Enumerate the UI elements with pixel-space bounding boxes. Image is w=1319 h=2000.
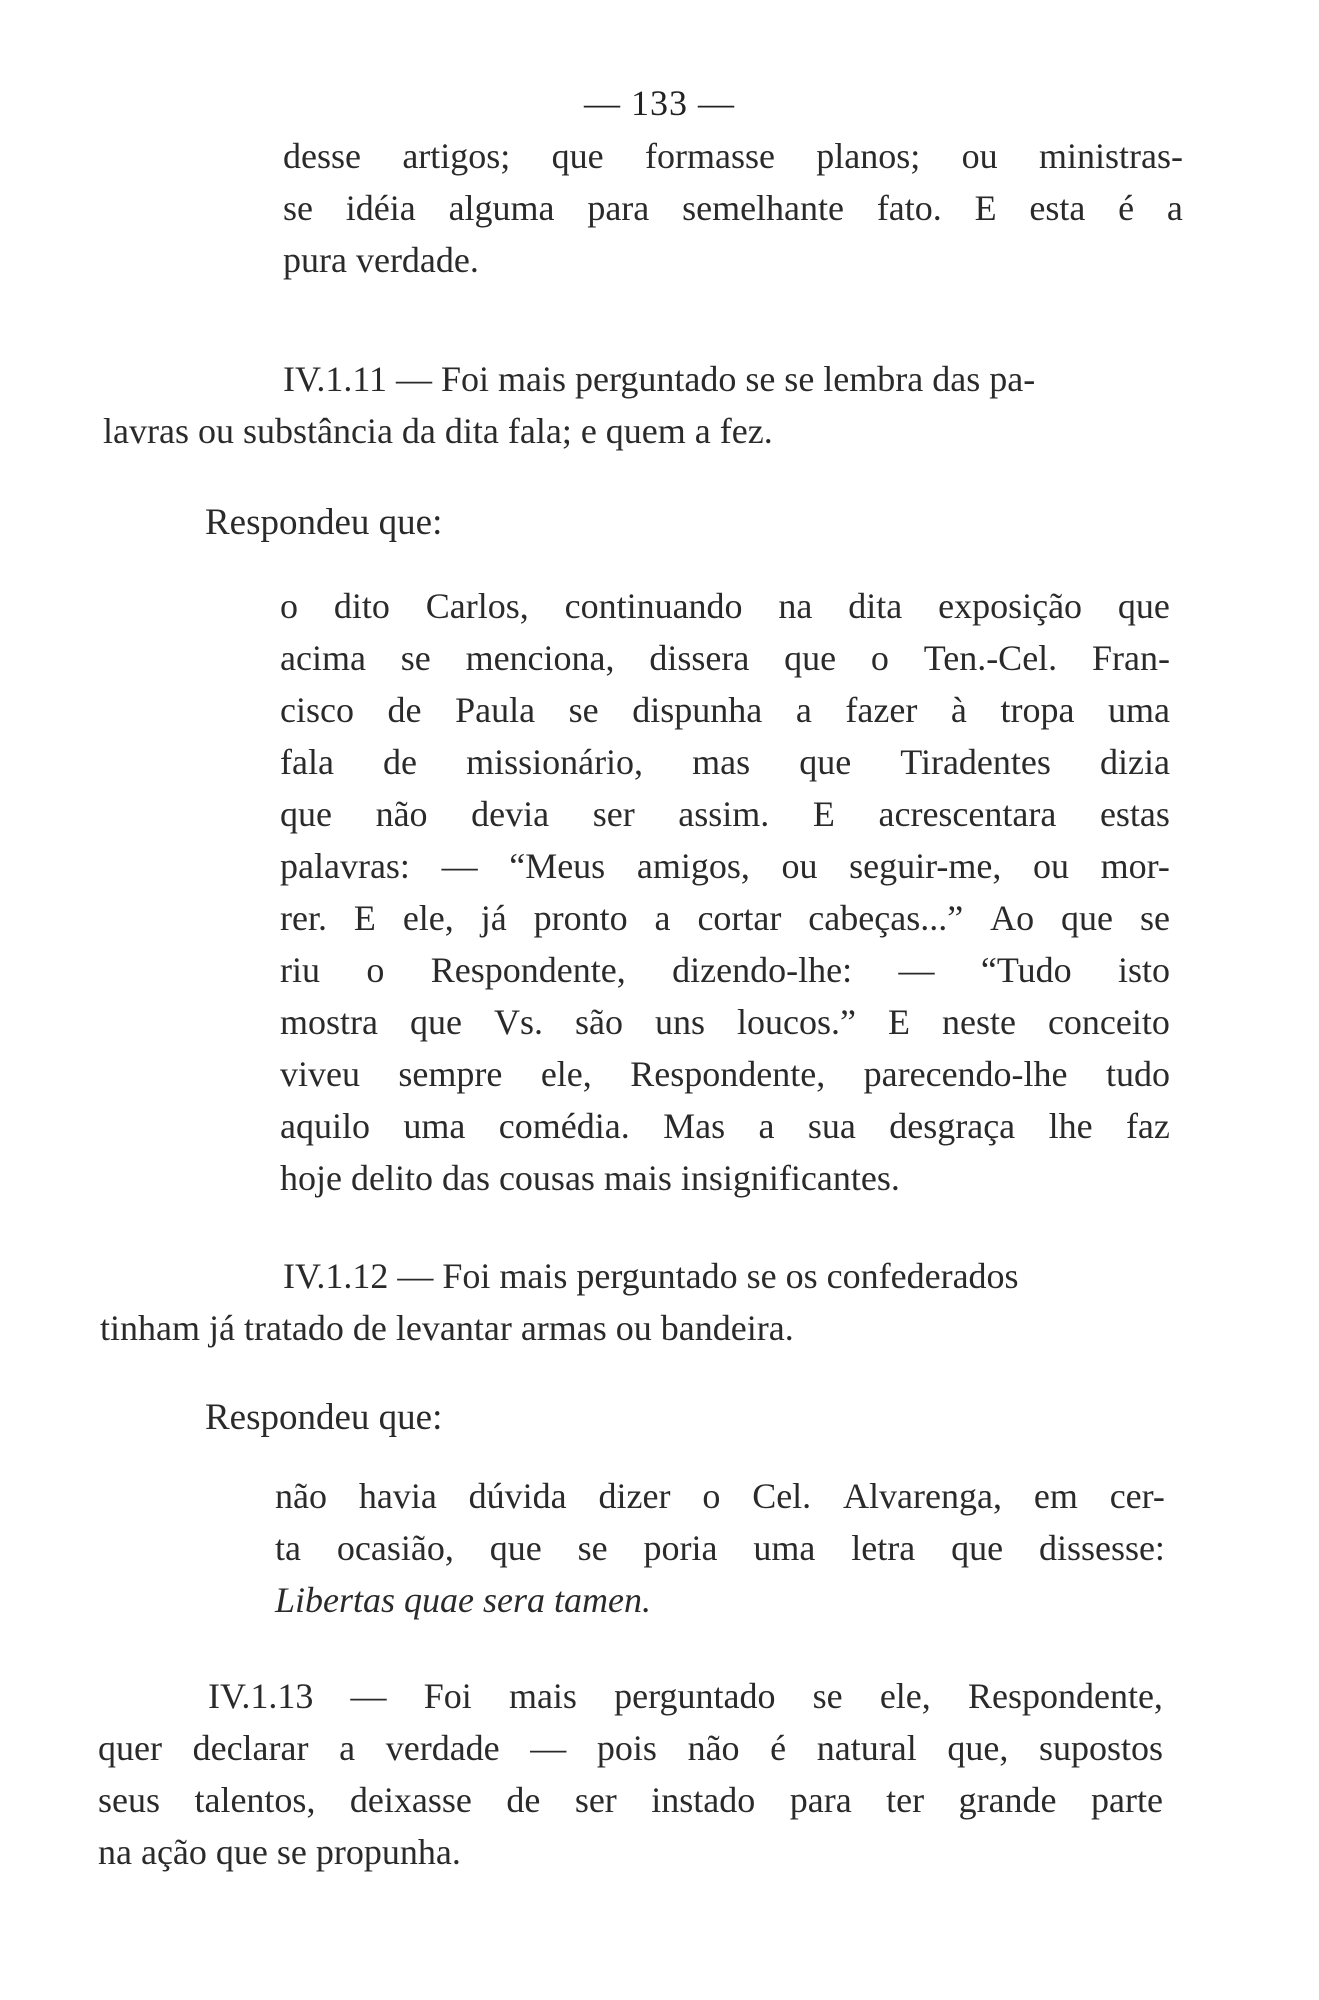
word: parecendo-lhe [863,1054,1068,1094]
word: “Meus [509,846,606,886]
word: que [784,638,837,678]
word: acima [280,638,366,678]
text-line: hoje delito das cousas mais insignificantes. [280,1158,900,1198]
paragraph-continuation [283,130,1183,286]
word: Mas [663,1106,726,1146]
word: Foi [423,1676,472,1716]
word: o [366,950,385,990]
text-line [280,684,1170,736]
word: desgraça [889,1106,1016,1146]
answer-iv-1-12 [275,1470,1165,1626]
word: a [795,690,812,730]
word: artigos; [402,136,511,176]
word: ser [574,1780,617,1820]
word: o [870,638,889,678]
word: que [1117,586,1170,626]
word: que [799,742,852,782]
word: Fran- [1091,638,1170,678]
word: são [574,1002,623,1042]
word: — [350,1676,387,1716]
word: que, [947,1728,1009,1768]
word: se [400,638,431,678]
word: de [387,690,422,730]
word: — [530,1728,567,1768]
question-iv-1-11 [103,353,1183,457]
word: grande [958,1780,1057,1820]
respondeu-label: Respondeu que: [205,1397,443,1438]
word: formasse [644,136,775,176]
word: dispunha [632,690,763,730]
word: deixasse [349,1780,472,1820]
word: ele, [402,898,454,938]
word: mas [692,742,751,782]
text-line: na ação que se propunha. [98,1832,461,1872]
word: cisco [280,690,354,730]
word: é [770,1728,787,1768]
word: Paula [455,690,536,730]
word: se [283,188,313,228]
text-line [280,1100,1170,1152]
text-line: IV.1.11 — Foi mais perguntado se se lembra das pa- [283,359,1036,399]
text-line [280,580,1170,632]
word: — [898,950,935,990]
word: E [812,794,835,834]
word: dissera [649,638,750,678]
word: desse [283,136,361,176]
latin-quote: Libertas quae sera tamen. [275,1580,651,1620]
word: talentos, [194,1780,316,1820]
word: quer [98,1728,162,1768]
word: loucos.” [737,1002,856,1042]
word: a [758,1106,775,1146]
word: dito [333,586,390,626]
text-line [275,1470,1165,1522]
word: cer- [1109,1476,1165,1516]
word: Carlos, [425,586,529,626]
question-iv-1-13 [98,1670,1163,1878]
word: menciona, [465,638,615,678]
word: pois [596,1728,657,1768]
word: — [441,846,478,886]
word: ele, [540,1054,592,1094]
word: neste [941,1002,1016,1042]
word: pronto [533,898,628,938]
word: uma [753,1528,816,1568]
word: devia [471,794,550,834]
word: de [383,742,417,782]
word: conceito [1047,1002,1170,1042]
word: instado [651,1780,756,1820]
word: amigos, [636,846,750,886]
answer-iv-1-11 [280,580,1170,1204]
word: se [568,690,599,730]
word: Ao [990,898,1035,938]
word: não [375,794,428,834]
word: é [1118,188,1135,228]
word: poria [643,1528,718,1568]
word: Vs. [493,1002,543,1042]
text-line [280,736,1170,788]
word: dúvida [468,1476,567,1516]
word: que [280,794,332,834]
word: Respondente, [430,950,626,990]
word: seus [98,1780,160,1820]
word: ocasião, [336,1528,454,1568]
word: o [702,1476,721,1516]
word: ministras- [1038,136,1183,176]
text-line [283,130,1183,182]
word: aquilo [280,1106,370,1146]
word: o [280,586,298,626]
word: ser [592,794,635,834]
text-line [275,1522,1165,1574]
text-line: lavras ou substância da dita fala; e quem a fez. [103,411,773,451]
word: estas [1099,794,1170,834]
word: comédia. [498,1106,630,1146]
word: continuando [564,586,743,626]
word: supostos [1038,1728,1163,1768]
word: em [1033,1476,1078,1516]
page-number: — 133 — [584,83,735,123]
word: Ten.-Cel. [923,638,1058,678]
word: IV.1.13 [208,1676,314,1716]
word: uma [1108,690,1170,730]
text-line [280,892,1170,944]
word: se [577,1528,608,1568]
word: uns [654,1002,705,1042]
word: sempre [398,1054,503,1094]
word: idéia [345,188,416,228]
word: missionário, [466,742,644,782]
word: exposição [938,586,1083,626]
word: Cel. [752,1476,812,1516]
word: que [951,1528,1004,1568]
word: já [480,898,507,938]
word: mor- [1100,846,1170,886]
word: Respondente, [630,1054,826,1094]
word: cortar [697,898,782,938]
word: para [587,188,650,228]
text-line [280,944,1170,996]
text-line [98,1670,1163,1722]
word: ou [961,136,998,176]
word: declarar [192,1728,309,1768]
word: para [789,1780,852,1820]
word: perguntado [614,1676,776,1716]
word: ter [886,1780,925,1820]
word: ou [1033,846,1069,886]
word: a [654,898,671,938]
word: uma [403,1106,466,1146]
text-line [280,1048,1170,1100]
word: mostra [280,1002,378,1042]
word: verdade [385,1728,500,1768]
word: que [409,1002,462,1042]
text-line [280,632,1170,684]
word: fazer [845,690,918,730]
word: se [812,1676,843,1716]
word: que [489,1528,542,1568]
word: dissesse: [1038,1528,1165,1568]
text-line: pura verdade. [283,240,479,280]
word: E [353,898,376,938]
text-line [280,788,1170,840]
word: a [339,1728,356,1768]
word: cabeças...” [808,898,964,938]
word: sua [807,1106,856,1146]
word: de [506,1780,541,1820]
respondeu-label: Respondeu que: [205,502,443,543]
word: a [1166,188,1183,228]
word: Tiradentes [900,742,1051,782]
word: seguir-me, [849,846,1002,886]
word: viveu [280,1054,360,1094]
word: que [1061,898,1114,938]
word: parte [1091,1780,1163,1820]
word: se [1139,898,1170,938]
question-iv-1-12 [100,1250,1180,1354]
text-line: IV.1.12 — Foi mais perguntado se os confederados [283,1256,1019,1296]
word: mais [508,1676,577,1716]
word: não [275,1476,327,1516]
word: palavras: [280,846,410,886]
word: à [950,690,967,730]
word: Alvarenga, [843,1476,1002,1516]
word: riu [280,950,320,990]
word: que [551,136,604,176]
word: “Tudo [980,950,1072,990]
word: fala [280,742,334,782]
word: Respondente, [967,1676,1163,1716]
word: lhe [1048,1106,1093,1146]
word: esta [1029,188,1086,228]
word: fato. [876,188,942,228]
word: rer. [280,898,327,938]
word: dizer [598,1476,671,1516]
word: ou [781,846,818,886]
word: alguma [448,188,555,228]
word: natural [816,1728,917,1768]
word: isto [1117,950,1170,990]
word: assim. [678,794,770,834]
word: semelhante [682,188,845,228]
word: faz [1125,1106,1170,1146]
word: E [887,1002,910,1042]
text-line [98,1722,1163,1774]
word: não [687,1728,740,1768]
text-line [283,182,1183,234]
word: dizia [1099,742,1170,782]
text-line [280,840,1170,892]
text-line: tinham já tratado de levantar armas ou bandeira. [100,1308,794,1348]
word: dita [848,586,903,626]
word: ta [275,1528,301,1568]
word: tropa [1000,690,1075,730]
text-line [98,1774,1163,1826]
word: acrescentara [878,794,1057,834]
word: planos; [816,136,921,176]
word: letra [851,1528,916,1568]
text-line [280,996,1170,1048]
word: ele, [879,1676,931,1716]
word: tudo [1105,1054,1170,1094]
word: havia [358,1476,437,1516]
word: dizendo-lhe: [672,950,853,990]
word: na [778,586,813,626]
word: E [974,188,997,228]
